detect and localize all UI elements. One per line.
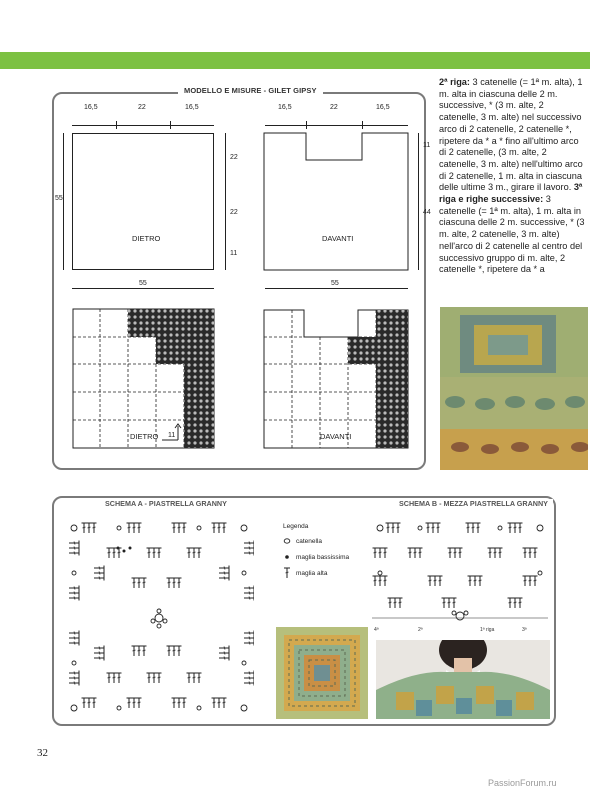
back-right-dim-1: 22 bbox=[230, 154, 238, 161]
schema-a-title: SCHEMA A - PIASTRELLA GRANNY bbox=[100, 499, 232, 508]
front-top-dim-left: 16,5 bbox=[278, 104, 292, 111]
back-height-dim: 55 bbox=[55, 195, 63, 202]
legend-label-chain: catenella bbox=[296, 537, 323, 545]
granny-square-photo bbox=[276, 627, 368, 719]
back-top-dim-right: 16,5 bbox=[185, 104, 199, 111]
schema-b-title: SCHEMA B - MEZZA PIASTRELLA GRANNY bbox=[394, 499, 553, 508]
back-piece-label: DIETRO bbox=[132, 234, 161, 243]
watermark-text: PassionForum.ru bbox=[488, 778, 557, 788]
granny-detail-photo bbox=[440, 307, 588, 470]
row2-title: 2ª riga: bbox=[439, 77, 470, 87]
back-top-dim-line bbox=[72, 125, 214, 126]
front-width-dim: 55 bbox=[331, 280, 339, 287]
back-top-tick-1 bbox=[116, 121, 117, 129]
double-crochet-t-icon bbox=[283, 567, 291, 579]
back-right-dim-2: 22 bbox=[230, 209, 238, 216]
front-width-dim-line bbox=[265, 288, 408, 289]
front-top-dim-center: 22 bbox=[330, 104, 338, 111]
back-grid-arrow-label: 11 bbox=[168, 432, 176, 439]
back-grid-label: DIETRO bbox=[130, 432, 159, 441]
back-motif-grid bbox=[72, 308, 216, 450]
front-piece-outline bbox=[262, 131, 412, 273]
back-top-dim-left: 16,5 bbox=[84, 104, 98, 111]
legend-item-chain bbox=[283, 533, 373, 549]
front-top-tick-1 bbox=[306, 121, 307, 129]
back-right-dim-line bbox=[225, 133, 226, 270]
front-right-dim-1: 11 bbox=[423, 142, 431, 149]
back-height-dim-line bbox=[63, 133, 64, 270]
back-right-dim-3: 11 bbox=[230, 250, 238, 257]
legend-label-double-crochet: maglia alta bbox=[296, 569, 328, 577]
back-width-dim: 55 bbox=[139, 280, 147, 287]
front-grid-label: DAVANTI bbox=[320, 432, 352, 441]
front-right-dim-2: 44 bbox=[423, 209, 431, 216]
front-top-tick-2 bbox=[362, 121, 363, 129]
model-panel-title: MODELLO E MISURE - GILET GIPSY bbox=[178, 86, 323, 95]
page-number: 32 bbox=[37, 747, 48, 759]
legend-title: Legenda bbox=[283, 522, 309, 530]
row3-text: 3 catenelle (= 1ª m. alta), 1 m. alta in ciascuna delle 2 m. successive, * (3 m. alte, 2 catenelle, 3 m. alte) nell'arco di 2 catenelle al centro del successivo gruppo di m. alte, 2 catenelle *, ripetere da * a bbox=[439, 194, 585, 275]
schema-b-round-label-4: 4ª bbox=[374, 627, 379, 633]
front-motif-grid bbox=[262, 308, 412, 450]
back-top-dim-center: 22 bbox=[138, 104, 146, 111]
header-accent-bar bbox=[0, 52, 590, 69]
legend-item-double-crochet bbox=[283, 565, 373, 581]
row3-title: 3ª riga e righe successive: bbox=[439, 182, 583, 205]
schema-b-round-label-3: 3ª bbox=[522, 627, 527, 633]
slip-stitch-dot-icon bbox=[283, 553, 291, 561]
instructions-column bbox=[439, 77, 585, 276]
schema-a-chart bbox=[64, 518, 254, 718]
front-top-dim-right: 16,5 bbox=[376, 104, 390, 111]
legend bbox=[283, 519, 373, 581]
row2-text: 3 catenelle (= 1ª m. alta), 1 m. alta in ciascuna delle 2 m. successive, * (3 m. alte, 2 catenelle, 3 m. alte) nel successivo arco di 2 catenelle, 2 catenelle *, ripetere da * a * fino all'ultimo arco di 2 catenelle, (3 m. alte, 2 catenelle, 3 m. alte) nell'ultimo arco di 2 catenelle, 1 m. alta in ciascuna delle ultime 3 m., girare il lavoro. bbox=[439, 77, 583, 193]
back-top-tick-2 bbox=[170, 121, 171, 129]
schema-b-round-label-2: 2ª bbox=[418, 627, 423, 633]
back-piece-outline bbox=[72, 133, 214, 270]
model-wearing-vest-photo bbox=[376, 640, 550, 719]
front-top-dim-line bbox=[265, 125, 408, 126]
back-width-dim-line bbox=[72, 288, 214, 289]
schema-b-round-label-1: 1ª riga bbox=[480, 627, 495, 633]
chain-circle-icon bbox=[283, 537, 291, 545]
front-piece-label: DAVANTI bbox=[322, 234, 354, 243]
legend-label-slip-stitch: maglia bassissima bbox=[296, 553, 350, 561]
schema-b-chart bbox=[370, 518, 550, 630]
legend-item-slip-stitch bbox=[283, 549, 373, 565]
front-right-dim-line bbox=[418, 133, 419, 270]
